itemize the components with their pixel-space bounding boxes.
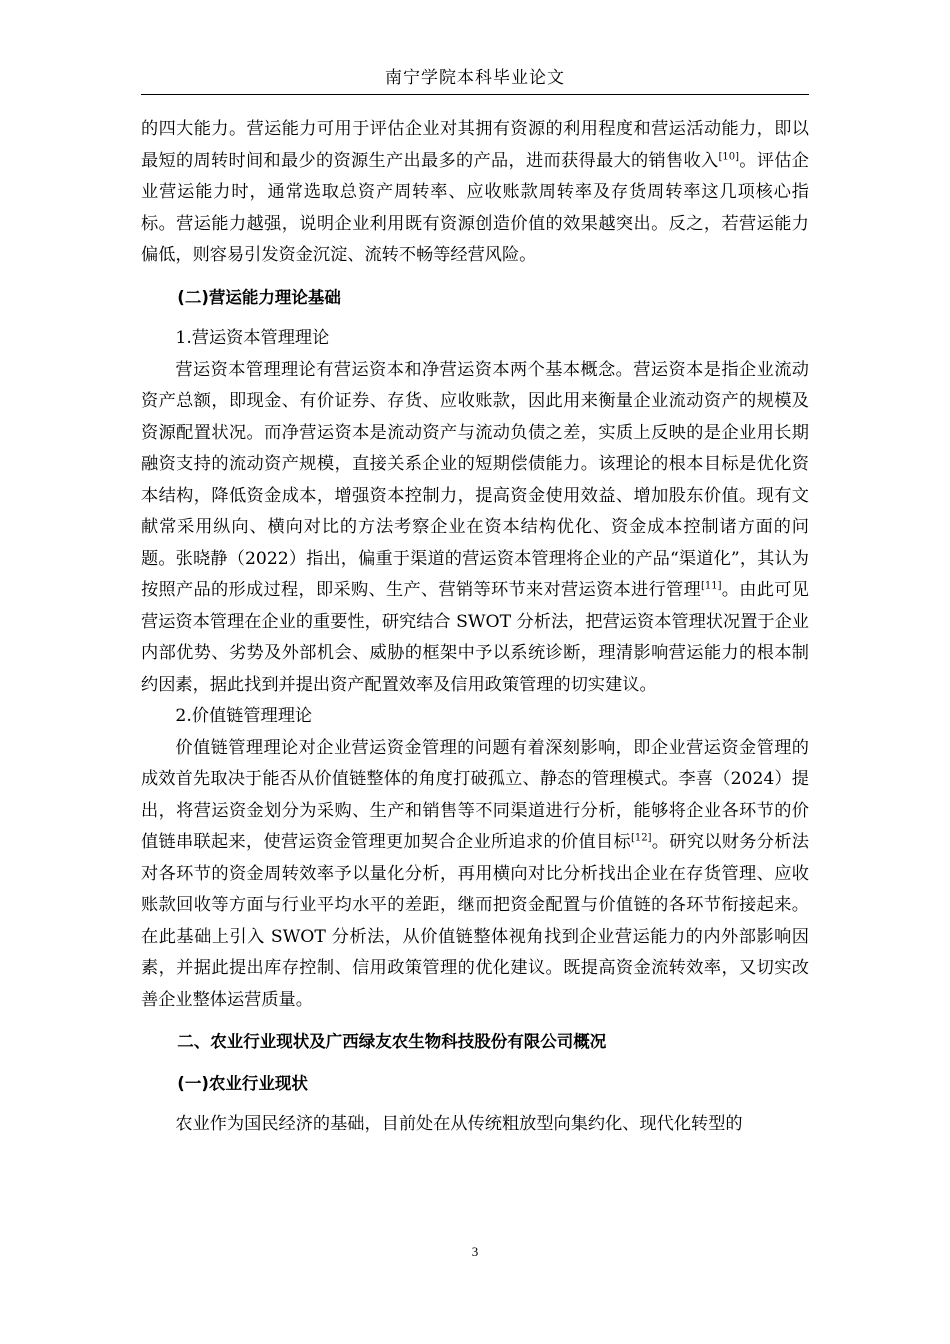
section-heading: (一)农业行业现状 [177, 1073, 308, 1093]
paragraph-agriculture: 农业作为国民经济的基础，目前处在从传统粗放型向集约化、现代化转型的 [175, 1114, 743, 1134]
citation-ref: [11] [700, 580, 722, 592]
paragraph-working-capital [141, 355, 809, 702]
paragraph-text: 。评估企业营运能力时，通常选取总资产周转率、应收账款周转率及存货周转率这几项核心指标。营运能力越强，说明企业利用既有资源创造价值的效果越突出。反之，若营运能力偏低，则容易引发资金沉淀、流转不畅等经营风险。 [141, 150, 809, 265]
paragraph-value-chain [141, 733, 809, 1017]
page-header: 南宁学院本科毕业论文 [141, 64, 809, 95]
subsection-heading: 2.价值链管理理论 [175, 706, 313, 726]
section-heading: (二)营运能力理论基础 [177, 287, 341, 307]
paragraph-text: 。研究以财务分析法对各环节的资金周转效率予以量化分析，再用横向对比分析找出企业在存货管理、应收账款回收等方面与行业平均水平的差距，继而把资金配置与价值链的各环节衔接起来。在此基础上引入 SWOT 分析法，从价值链整体视角找到企业营运能力的内外部影响因素，并据此提出库存控制、信用政策管理的优化建议。既提高资金流转效率，又切实改善企业整体运营质量。 [141, 832, 809, 1010]
page-body [141, 114, 809, 1141]
chapter-heading: 二、农业行业现状及广西绿友农生物科技股份有限公司概况 [177, 1032, 607, 1051]
paragraph-text: 的四大能力。营运能力可用于评估企业对其拥有资源的利用程度和营运活动能力，即以最短的周转时间和最少的资源生产出最多的产品，进而获得最大的销售收入 [141, 119, 809, 171]
page-number: 3 [471, 1244, 479, 1259]
paragraph-operating-capacity [141, 114, 809, 272]
paragraph-text: 。由此可见营运资本管理在企业的重要性，研究结合 SWOT 分析法，把营运资本管理状况置于企业内部优势、劣势及外部机会、威胁的框架中予以系统诊断，理清影响营运能力的根本制约因素，据此找到并提出资产配置效率及信用政策管理的切实建议。 [141, 580, 809, 695]
subsection-heading: 1.营运资本管理理论 [175, 328, 330, 348]
citation-ref: [12] [630, 832, 652, 844]
citation-ref: [10] [718, 150, 739, 162]
paragraph-text: 价值链管理理论对企业营运资金管理的问题有着深刻影响，即企业营运资金管理的成效首先取决于能否从价值链整体的角度打破孤立、静态的管理模式。李喜（2024）提出，将营运资金划分为采购、生产和销售等不同渠道进行分析，能够将企业各环节的价值链串联起来，使营运资金管理更加契合企业所追求的价值目标 [141, 737, 809, 852]
paragraph-text: 营运资本管理理论有营运资本和净营运资本两个基本概念。营运资本是指企业流动资产总额，即现金、有价证券、存货、应收账款，因此用来衡量企业流动资产的规模及资源配置状况。而净营运资本是流动资产与流动负债之差，实质上反映的是企业用长期融资支持的流动资产规模，直接关系企业的短期偿债能力。该理论的根本目标是优化资本结构，降低资金成本，增强资本控制力，提高资金使用效益、增加股东价值。现有文献常采用纵向、横向对比的方法考察企业在资本结构优化、资金成本控制诸方面的问题。张晓静（2022）指出，偏重于渠道的营运资本管理将企业的产品“渠道化”，其认为按照产品的形成过程，即采购、生产、营销等环节来对营运资本进行管理 [141, 359, 809, 600]
